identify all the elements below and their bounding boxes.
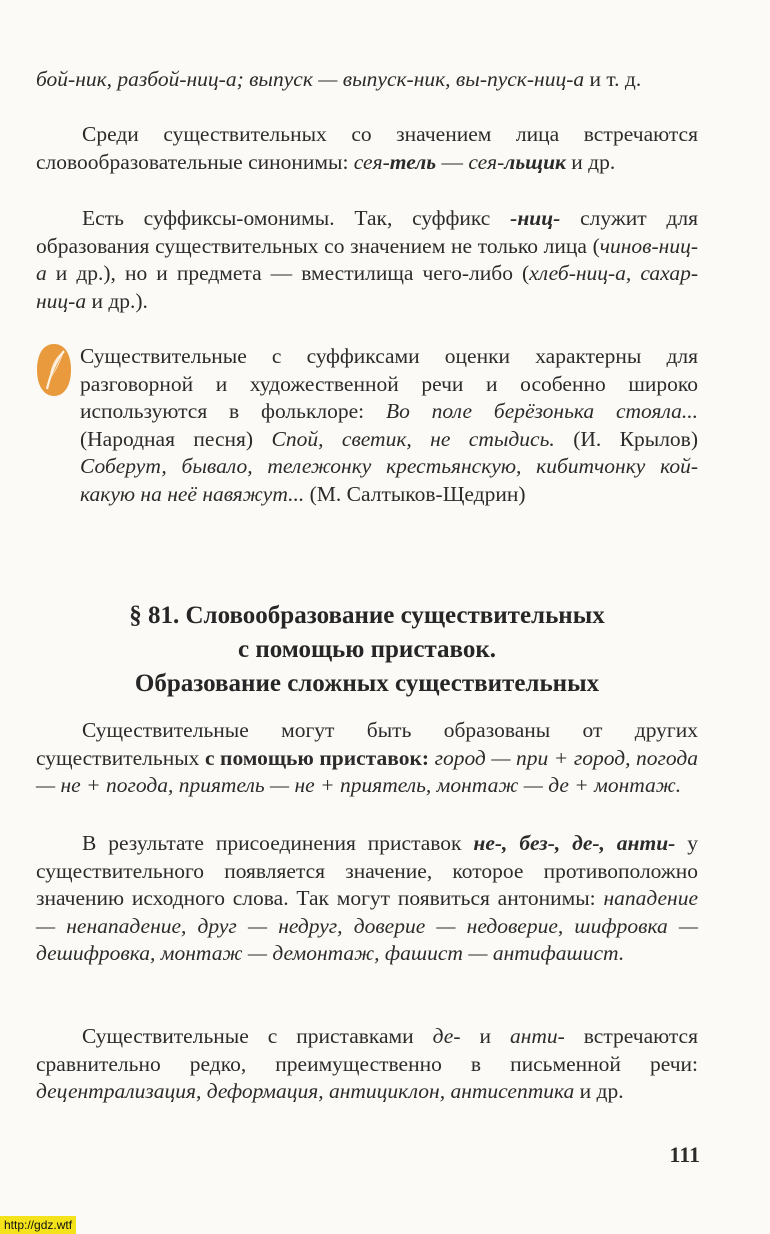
example-word: чинов-ниц-а: [36, 233, 698, 286]
example-word: сея-: [468, 149, 505, 174]
example-words: хлеб-ниц-а, сахар-ниц-а: [36, 261, 699, 313]
key-phrase: с помощью приставок:: [204, 745, 430, 770]
text-run: служит для образования существительных со значением не только лица (: [36, 206, 698, 258]
text-run: Существительные с суффиксами оценки характерны для разговорной и художественной речи и особенно широко используются в фольклоре:: [80, 344, 698, 424]
text-run: Существительные с приставками: [82, 1024, 433, 1048]
text-run: и др.), но и предмета — вместилища чего-либо (: [46, 261, 530, 286]
section-heading: [36, 599, 698, 701]
text-run: Существительные могут быть образованы от других существительных: [36, 718, 698, 770]
quote: Спой, светик, не стыдись.: [271, 426, 555, 451]
text-run: и т. д.: [584, 67, 642, 91]
example-words: бой-ник, разбой-ниц-а; выпуск — выпуск-ник, вы-пуск-ниц-а: [36, 67, 585, 91]
heading-line: Образование сложных существительных: [134, 670, 600, 697]
page-number: 111: [669, 1142, 700, 1167]
paragraph-homonyms: [36, 205, 698, 315]
quote: Соберут, бывало, тележонку крестьянскую, кибитчонку кой-какую на неё навяжут...: [80, 454, 698, 506]
text-run: и др.: [565, 149, 616, 174]
paragraph-antonyms: [36, 830, 698, 968]
examples: децентрализация, деформация, антициклон, антисептика: [36, 1079, 575, 1104]
prefix-list: не-, без-, де-, анти-: [473, 831, 676, 855]
quote-source: (Народная песня): [80, 426, 272, 451]
text-run: и др.: [574, 1079, 624, 1104]
paragraph-rare-prefixes: [36, 1023, 698, 1106]
quote-source: (И. Крылов): [554, 426, 698, 451]
paragraph-continuation: [36, 66, 698, 94]
quote: Во поле берёзонька стояла...: [385, 399, 698, 424]
heading-line: § 81. Словообразование существительных: [129, 602, 605, 629]
paragraph-synonyms: [36, 121, 698, 176]
dash: —: [436, 149, 469, 174]
heading-line: с помощью приставок.: [237, 636, 497, 663]
text-run: и др.).: [86, 288, 148, 313]
text-run: у существительного появляется значение, которое противоположно значению исходного слова. Так могут появиться антонимы:: [36, 831, 699, 911]
text-run: Среди существительных со значением лица встречаются словообразовательные синонимы:: [36, 122, 698, 174]
text-run: Есть суффиксы-омонимы. Так, суффикс: [82, 206, 511, 230]
text-run: встречаются сравнительно редко, преимущественно в письменной речи:: [36, 1024, 698, 1076]
suffix-term: -ниц-: [510, 206, 561, 230]
quote-source: (М. Салтыков-Щедрин): [304, 481, 526, 506]
examples: город — при + город, погода — не + погода, приятель — не + приятель, монтаж — де + монтаж.: [36, 745, 698, 798]
example-suffix: тель: [389, 149, 437, 174]
example-word: сея-: [353, 149, 390, 174]
examples: нападение — ненападение, друг — недруг, доверие — недоверие, шифровка — дешифровка, монтаж — демонтаж, фашист — антифашист.: [36, 886, 698, 966]
text-run: В результате присоединения приставок: [82, 831, 474, 855]
paragraph-prefixes: [36, 717, 698, 800]
quill-feather-icon: [36, 342, 72, 398]
text-run: и: [460, 1024, 510, 1048]
note-block: [80, 343, 698, 509]
example-suffix: льщик: [504, 149, 566, 174]
prefix: анти-: [509, 1024, 565, 1048]
watermark-link[interactable]: http://gdz.wtf: [0, 1216, 76, 1234]
prefix: де-: [432, 1024, 461, 1048]
